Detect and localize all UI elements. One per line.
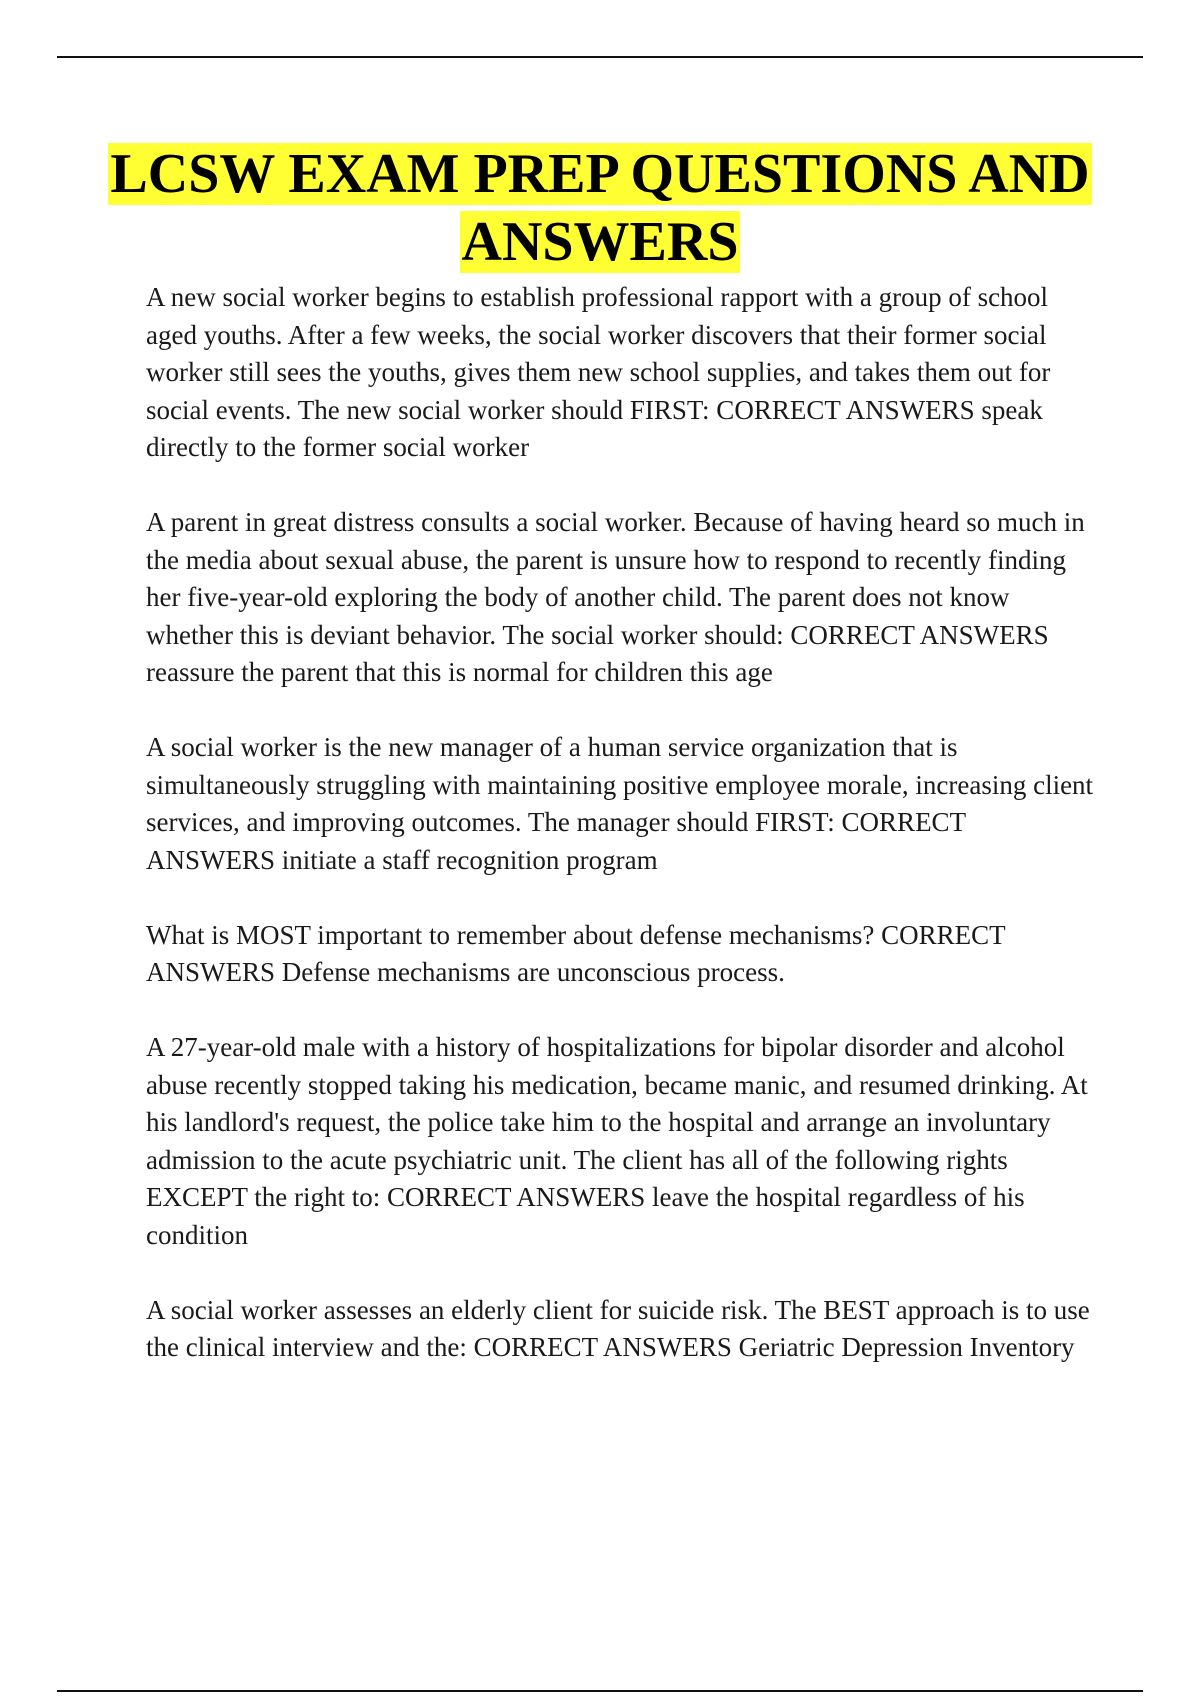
qa-item: A social worker is the new manager of a human service organization that is simultaneously struggling with maintaining positive employee morale, increasing client services, and improving outcomes. The manager should FIRST: CORRECT ANSWERS initiate a staff recognition program (146, 732, 1094, 875)
qa-list (146, 279, 1096, 1404)
qa-item: A 27-year-old male with a history of hospitalizations for bipolar disorder and alcohol abuse recently stopped taking his medication, became manic, and resumed drinking. At his landlord's request, the police take him to the hospital and arrange an involuntary admission to the acute psychiatric unit. The client has all of the following rights EXCEPT the right to: CORRECT ANSWERS leave the hospital regardless of his condition (146, 1032, 1088, 1250)
qa-item: A social worker assesses an elderly client for suicide risk. The BEST approach is to use the clinical interview and the: CORRECT ANSWERS Geriatric Depression Inventory (146, 1294, 1090, 1362)
title-highlight: LCSW EXAM PREP QUESTIONS AND ANSWERS (110, 143, 1090, 273)
bottom-rule (57, 1690, 1143, 1692)
qa-item: What is MOST important to remember about defense mechanisms? CORRECT ANSWERS Defense mechanisms are unconscious process. (146, 919, 1006, 987)
document-title (100, 140, 1100, 276)
qa-item: A parent in great distress consults a social worker. Because of having heard so much in the media about sexual abuse, the parent is unsure how to respond to recently finding her five-year-old exploring the body of another child. The parent does not know whether this is deviant behavior. The social worker should: CORRECT ANSWERS reassure the parent that this is normal for children this age (146, 507, 1085, 687)
qa-item: A new social worker begins to establish professional rapport with a group of school aged youths. After a few weeks, the social worker discovers that their former social worker still sees the youths, gives them new school supplies, and takes them out for social events. The new social worker should FIRST: CORRECT ANSWERS speak directly to the former social worker (146, 282, 1051, 462)
top-rule (57, 56, 1143, 58)
